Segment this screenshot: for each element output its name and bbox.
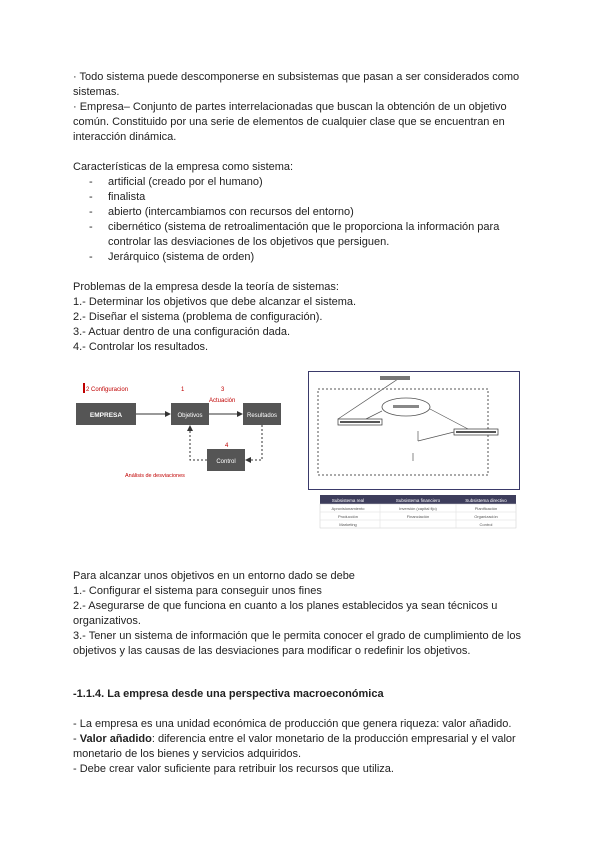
list-item: 4.- Controlar los resultados. <box>73 341 209 353</box>
table-header-cell: Subsistema financiero <box>395 498 441 503</box>
section-heading: -1.1.4. La empresa desde una perspectiva macroeconómica <box>73 688 384 700</box>
resultados-label: Resultados <box>246 413 278 419</box>
table-cell: Inversión (capital fijo) <box>399 506 437 511</box>
list-item: - cibernético (sistema de retroalimentación que le proporciona la información para controlar las desviaciones de los objetivos que persiguen. <box>73 220 543 250</box>
step2-label: 2 Configuracion <box>86 387 129 393</box>
problems-block <box>73 280 543 355</box>
right-node-label-bar <box>456 431 496 433</box>
line2-rest: : diferencia entre el valor monetario de la producción empresarial y el valor monetario de los bienes y servicios adquiridos. <box>73 733 516 760</box>
document-page <box>73 70 543 777</box>
ellipse-label-bar <box>393 405 419 408</box>
table-cell: Control <box>479 522 493 527</box>
list-item: 3.- Actuar dentro de una configuración dada. <box>73 326 291 338</box>
top-label-bar <box>380 376 410 380</box>
left-node-label-bar <box>340 421 380 423</box>
red-bracket-mark <box>83 383 85 393</box>
table-cell: Aprovisionamiento <box>331 506 365 511</box>
step1-number: 1 <box>181 387 185 393</box>
list-item: 2.- Asegurarse de que funciona en cuanto a los planes establecidos ya sean técnicos u organizativos. <box>73 600 498 627</box>
list-item: - artificial (creado por el humano) <box>73 175 543 190</box>
analisis-label: Análisis de desviaciones <box>125 473 185 479</box>
arrow-resultados-control <box>246 425 262 460</box>
intro-line-1: · Todo sistema puede descomponerse en subsistemas que pasan a ser considerados como sistemas. <box>73 71 520 98</box>
step4-number: 4 <box>225 443 229 449</box>
subsystems-diagram <box>308 371 520 529</box>
objectives-title: Para alcanzar unos objetivos en un entorno dado se debe <box>73 570 355 582</box>
table-header-cell: Subsistema directivo <box>465 498 507 503</box>
characteristics-block <box>73 160 543 265</box>
table-header-cell: Subsistema real <box>331 498 365 503</box>
list-item: 2.- Diseñar el sistema (problema de configuración). <box>73 311 323 323</box>
characteristics-title: Características de la empresa como sistema: <box>73 161 294 173</box>
objectives-block <box>73 569 543 659</box>
arrow-control-objetivos <box>190 426 207 460</box>
list-item: - Jerárquico (sistema de orden) <box>73 250 543 265</box>
intro-line-2: · Empresa– Conjunto de partes interrelacionadas que buscan la obtención de un objetivo común. Constituido por una serie de elementos de cualquier clase que se encuentran en interacción dinámica. <box>73 101 507 143</box>
table-cell: Marketing <box>339 522 357 527</box>
list-item: - finalista <box>73 190 543 205</box>
table-cell: Producción <box>337 514 359 519</box>
table-cell: Organización <box>474 514 498 519</box>
line2-prefix: - <box>73 733 80 745</box>
table-cell: Planificación <box>474 506 498 511</box>
list-item: 3.- Tener un sistema de información que le permita conocer el grado de cumplimiento de los objetivos y las causas de las desviaciones para modificar o redefinir los objetivos. <box>73 630 521 657</box>
actuacion-label: Actuación <box>209 398 236 404</box>
objetivos-label: Objetivos <box>177 413 203 419</box>
control-label: Control <box>216 459 236 465</box>
section-line-1: - La empresa es una unidad económica de producción que genera riqueza: valor añadido. <box>73 718 512 730</box>
problems-title: Problemas de la empresa desde la teoría de sistemas: <box>73 281 339 293</box>
control-loop-diagram <box>73 381 283 511</box>
valor-anadido-term: Valor añadido <box>79 733 152 745</box>
characteristics-list <box>73 175 543 265</box>
section-line-3: - Debe crear valor suficiente para retribuir los recursos que utiliza. <box>73 763 394 775</box>
section-body <box>73 717 543 777</box>
figures-row <box>73 369 543 527</box>
section-line-2 <box>73 732 543 762</box>
empresa-label: EMPRESA <box>89 412 123 419</box>
intro-block <box>73 70 543 145</box>
table-cell: Financiación <box>406 514 430 519</box>
step3-number: 3 <box>221 387 225 393</box>
list-item: 1.- Configurar el sistema para conseguir unos fines <box>73 585 322 597</box>
list-item: 1.- Determinar los objetivos que debe alcanzar el sistema. <box>73 296 357 308</box>
list-item: - abierto (intercambiamos con recursos del entorno) <box>73 205 543 220</box>
